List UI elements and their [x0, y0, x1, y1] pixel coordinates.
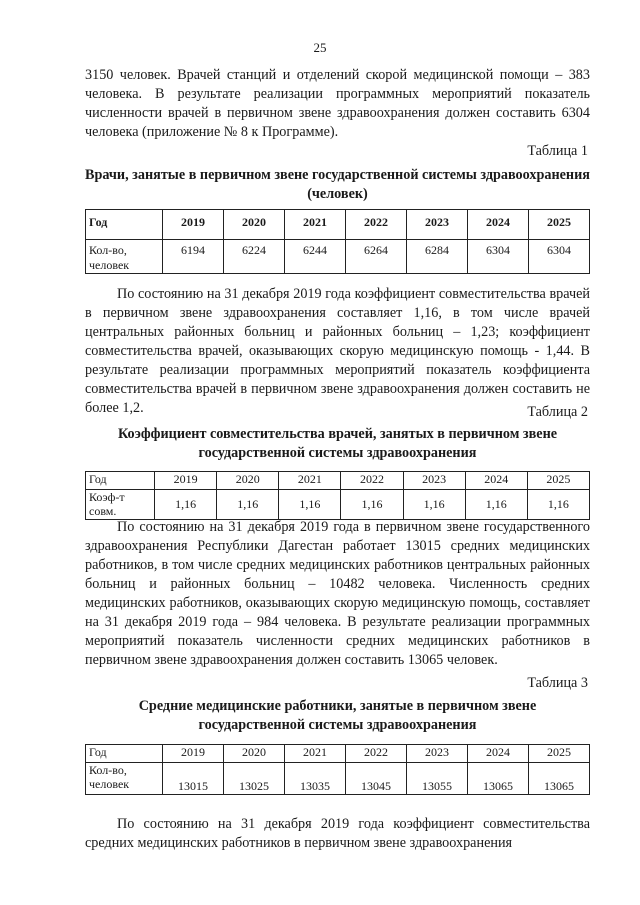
table3-value-cell: 13025: [224, 763, 285, 795]
table2-value-cell: 1,16: [465, 490, 527, 520]
table3-header-cell: 2021: [285, 745, 346, 763]
table1-row-label: Кол-во, человек: [86, 240, 163, 274]
table3-label: Таблица 3: [527, 675, 588, 691]
table1-value-cell: 6304: [468, 240, 529, 274]
table3-value-cell: 13065: [468, 763, 529, 795]
table1: [85, 209, 590, 274]
table3-value-cell: 13045: [346, 763, 407, 795]
table3-row-label: Кол-во, человек: [86, 763, 163, 795]
table1-title: Врачи, занятые в первичном звене государственной системы здравоохранения (человек): [85, 167, 590, 202]
table3-value-cell: 13015: [163, 763, 224, 795]
table2-row-label: Коэф-т совм.: [86, 490, 155, 520]
table1-header-cell: 2024: [468, 210, 529, 240]
table2-header-cell: 2023: [403, 472, 465, 490]
table2-header-cell: 2021: [279, 472, 341, 490]
table1-label: Таблица 1: [527, 143, 588, 159]
table2-header-cell: 2024: [465, 472, 527, 490]
table2-header-cell: 2020: [217, 472, 279, 490]
table2-data-row: [86, 490, 590, 520]
table1-header-cell: 2023: [407, 210, 468, 240]
table1-data-row: [86, 240, 590, 274]
table1-value-cell: 6194: [163, 240, 224, 274]
table2-value-cell: 1,16: [403, 490, 465, 520]
table3-header-cell: 2019: [163, 745, 224, 763]
intro-paragraph: 3150 человек. Врачей станций и отделений скорой медицинской помощи – 383 человека. В результате реализации программных мероприятий показатель численности врачей в первичном звене здравоохранения должен составить 6304 человека (приложение № 8 к Программе).: [85, 67, 590, 140]
table1-header-row: [86, 210, 590, 240]
table2-value-cell: 1,16: [279, 490, 341, 520]
table1-header-cell: 2022: [346, 210, 407, 240]
table2-title: Коэффициент совместительства врачей, занятых в первичном звене государственной системы здравоохранения: [117, 426, 558, 461]
table3-header-cell: 2025: [529, 745, 590, 763]
table2-header-cell: Год: [86, 472, 155, 490]
table3-data-row: [86, 763, 590, 795]
table2-value-cell: 1,16: [217, 490, 279, 520]
table2-header-cell: 2019: [155, 472, 217, 490]
paragraph-3: По состоянию на 31 декабря 2019 года в первичном звене государственного здравоохранения Республики Дагестан работает 13015 средних медицинских работников, в том числе средних медицинских работников центральных районных больниц и районных больниц – 10482 человека. Численность средних медицинских работников, оказывающих скорую медицинскую помощь, составляет на 31 декабря 2019 года – 984 человека. В результате реализации программных мероприятий показатель численности средних медицинских работников в первичном звене здравоохранения должен составить 13065 человек.: [85, 519, 590, 668]
table2-label: Таблица 2: [527, 404, 588, 420]
table2-header-cell: 2022: [341, 472, 403, 490]
table3-value-cell: 13055: [407, 763, 468, 795]
paragraph-4: По состоянию на 31 декабря 2019 года коэффициент совместительства средних медицинских работников в первичном звене здравоохранения: [85, 816, 590, 851]
table2-header-row: [86, 472, 590, 490]
table2: [85, 471, 590, 520]
table1-value-cell: 6264: [346, 240, 407, 274]
table1-header-cell: 2021: [285, 210, 346, 240]
table1-header-cell: 2020: [224, 210, 285, 240]
table2-value-cell: 1,16: [341, 490, 403, 520]
table3-value-cell: 13035: [285, 763, 346, 795]
table1-header-cell: Год: [86, 210, 163, 240]
table3-header-cell: 2024: [468, 745, 529, 763]
table1-header-cell: 2025: [529, 210, 590, 240]
table1-header-cell: 2019: [163, 210, 224, 240]
table3-header-row: [86, 745, 590, 763]
table1-value-cell: 6304: [529, 240, 590, 274]
table2-value-cell: 1,16: [155, 490, 217, 520]
table3-header-cell: 2023: [407, 745, 468, 763]
paragraph-2: По состоянию на 31 декабря 2019 года коэффициент совместительства врачей в первичном звене здравоохранения составляет 1,16, в том числе врачей центральных районных больниц и районных больниц – 1,23; коэффициент совместительства врачей, оказывающих скорую медицинскую помощь - 1,44. В результате реализации программных мероприятий показатель коэффициента совместительства врачей в первичном звене здравоохранения должен составить не более 1,2.: [85, 286, 590, 416]
table2-value-cell: 1,16: [527, 490, 589, 520]
page-number: 25: [313, 40, 327, 55]
table3-value-cell: 13065: [529, 763, 590, 795]
table3-header-cell: Год: [86, 745, 163, 763]
table2-header-cell: 2025: [527, 472, 589, 490]
table1-value-cell: 6244: [285, 240, 346, 274]
table1-value-cell: 6284: [407, 240, 468, 274]
table3-header-cell: 2022: [346, 745, 407, 763]
table3: [85, 744, 590, 795]
table1-value-cell: 6224: [224, 240, 285, 274]
table3-header-cell: 2020: [224, 745, 285, 763]
table3-title: Средние медицинские работники, занятые в первичном звене государственной системы здравоохранения: [138, 698, 537, 733]
